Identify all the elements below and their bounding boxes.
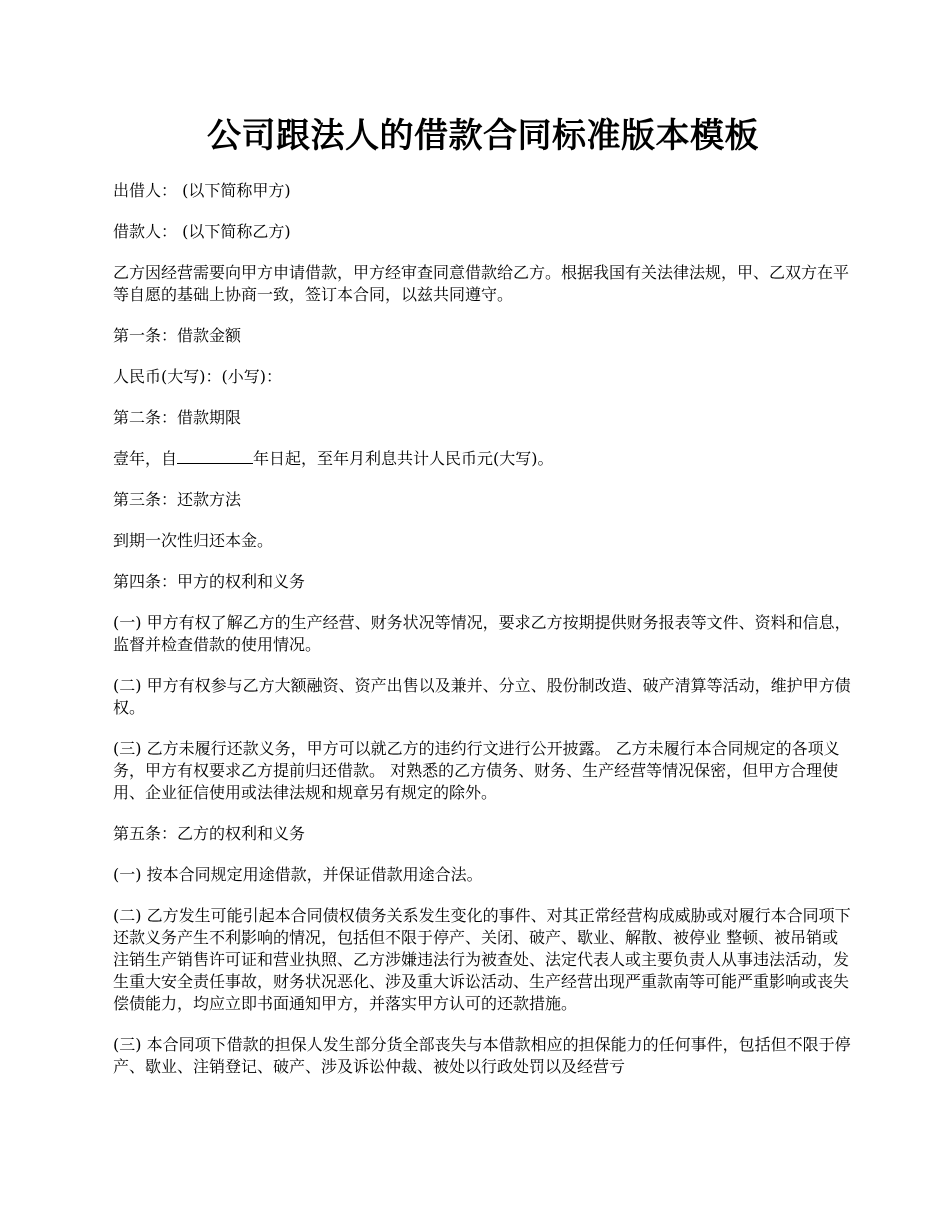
- article-5-item-1: (一) 按本合同规定用途借款，并保证借款用途合法。: [113, 865, 483, 884]
- article-5-item-2: (二) 乙方发生可能引起本合同债权债务关系发生变化的事件、对其正常经营构成威胁或对履行本合同项下还款义务产生不利影响的情况，包括但不限于停产、关闭、破产、歇业、解散、被停业 整顿、被吊销或注销生产销售许可证和营业执照、乙方涉嫌违法行为被查处、法定代表人或主要负责人从事违法活动，发生重大安全责任事故，财务状况恶化、涉及重大诉讼活动、生产经营出现严重款南等可能严重影响或丧失偿债能力，均应立即书面通知甲方，并落实甲方认可的还款措施。: [113, 906, 851, 1013]
- article-5-item-3: (三) 本合同项下借款的担保人发生部分货全部丧失与本借款相应的担保能力的任何事件，包括但不限于停产、歇业、注销登记、破产、涉及诉讼仲裁、被处以行政处罚以及经营亏: [113, 1035, 851, 1076]
- article-4-item-3: (三) 乙方未履行还款义务，甲方可以就乙方的违约行文进行公开披露。 乙方未履行本合同规定的各项义务，甲方有权要求乙方提前归还借款。 对熟悉的乙方债务、财务、生产经营等情况保密，但甲方合理使用、企业征信使用或法律法规和规章另有规定的除外。: [113, 739, 840, 802]
- article-4-title: 第四条：甲方的权利和义务: [113, 572, 306, 591]
- article-2-body-prefix: 壹年，自: [113, 449, 178, 468]
- borrower-line: 借款人： (以下简称乙方): [113, 222, 291, 241]
- intro-paragraph: 乙方因经营需要向甲方申请借款，甲方经审查同意借款给乙方。根据我国有关法律法规，甲、乙双方在平等自愿的基础上协商一致，签订本合同，以兹共同遵守。: [113, 263, 850, 304]
- article-3-body: 到期一次性归还本金。: [113, 531, 274, 550]
- article-5-title: 第五条：乙方的权利和义务: [113, 824, 306, 843]
- article-1-title: 第一条：借款金额: [113, 326, 242, 345]
- lender-line: 出借人： (以下简称甲方): [113, 181, 291, 200]
- article-4-item-2: (二) 甲方有权参与乙方大额融资、资产出售以及兼并、分立、股份制改造、破产清算等活动，维护甲方债权。: [113, 676, 851, 717]
- article-3-title: 第三条：还款方法: [113, 490, 242, 509]
- date-blank-underline: [177, 449, 253, 464]
- article-2-body-suffix: 年日起，至年月利息共计人民币元(大写)。: [253, 449, 554, 468]
- article-4-item-1: (一) 甲方有权了解乙方的生产经营、财务状况等情况，要求乙方按期提供财务报表等文件、资料和信息，监督并检查借款的使用情况。: [113, 613, 851, 654]
- article-2-title: 第二条：借款期限: [113, 408, 242, 427]
- article-2-body: [113, 448, 853, 470]
- article-1-body: 人民币(大写)：(小写)：: [113, 367, 282, 386]
- document-title: 公司跟法人的借款合同标准版本模板: [207, 116, 759, 156]
- document-page: [113, 110, 853, 1097]
